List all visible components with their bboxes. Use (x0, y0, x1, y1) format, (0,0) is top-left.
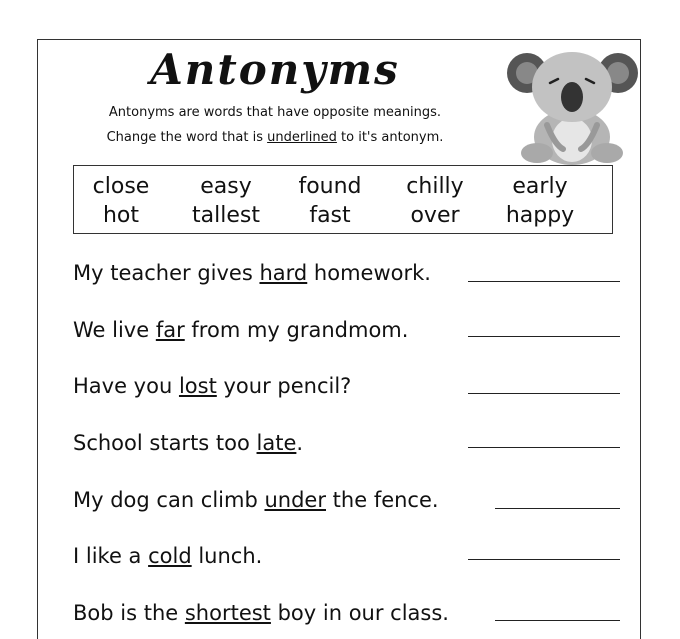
answer-line-1[interactable] (468, 281, 620, 282)
sentence-text: We live (73, 318, 156, 342)
sentence-text: . (296, 431, 304, 455)
sentence-text: from my grandmom. (184, 318, 409, 342)
exercise-sentence-2 (73, 316, 408, 344)
word-bank-item: tallest (192, 203, 260, 228)
underlined-word: hard (259, 261, 308, 285)
underlined-word: far (155, 318, 185, 342)
sentence-text: homework. (307, 261, 431, 285)
sentence-text: I like a (73, 544, 149, 568)
sentence-text: lunch. (191, 544, 263, 568)
exercise-sentence-3 (73, 372, 351, 400)
underlined-word: lost (178, 374, 217, 398)
answer-line-5[interactable] (495, 508, 620, 509)
intro-instruction-end: to it's antonym. (336, 130, 444, 145)
underlined-word: under (264, 488, 326, 512)
koala-icon (505, 45, 640, 165)
sentence-text: My teacher gives (73, 261, 260, 285)
sentence-text: the fence. (326, 488, 439, 512)
intro-instruction-start: Change the word that is (106, 130, 268, 145)
sentence-text: boy in our class. (270, 601, 449, 625)
exercise-sentence-4 (73, 429, 303, 457)
word-bank-item: hot (102, 203, 140, 228)
intro-definition: Antonyms are words that have opposite meanings. (108, 105, 442, 120)
answer-line-7[interactable] (495, 620, 620, 621)
word-bank (73, 165, 613, 234)
exercise-sentence-1 (73, 259, 431, 287)
word-bank-item: fast (309, 203, 351, 228)
underlined-word: late (256, 431, 297, 455)
intro-underlined-word: underlined (267, 130, 337, 145)
answer-line-4[interactable] (468, 447, 620, 448)
word-bank-item: early (512, 174, 568, 199)
word-bank-item: chilly (406, 174, 464, 199)
answer-line-6[interactable] (468, 559, 620, 560)
word-bank-item: easy (200, 174, 252, 199)
exercise-sentence-5 (73, 486, 439, 514)
underlined-word: cold (148, 544, 192, 568)
answer-line-3[interactable] (468, 393, 620, 394)
worksheet-title: Antonyms (150, 45, 400, 94)
underlined-word: shortest (184, 601, 271, 625)
sentence-text: School starts too (73, 431, 257, 455)
word-bank-item: close (92, 174, 150, 199)
sentence-text: Have you (73, 374, 179, 398)
exercise-sentence-7 (73, 599, 449, 627)
sentence-text: your pencil? (216, 374, 352, 398)
exercise-sentence-6 (73, 542, 262, 570)
sentence-text: My dog can climb (73, 488, 265, 512)
word-bank-item: happy (505, 203, 575, 228)
intro-line-1 (70, 105, 480, 120)
intro-line-2 (70, 130, 480, 145)
word-bank-item: found (298, 174, 362, 199)
word-bank-item: over (410, 203, 460, 228)
sentence-text: Bob is the (73, 601, 185, 625)
answer-line-2[interactable] (468, 336, 620, 337)
